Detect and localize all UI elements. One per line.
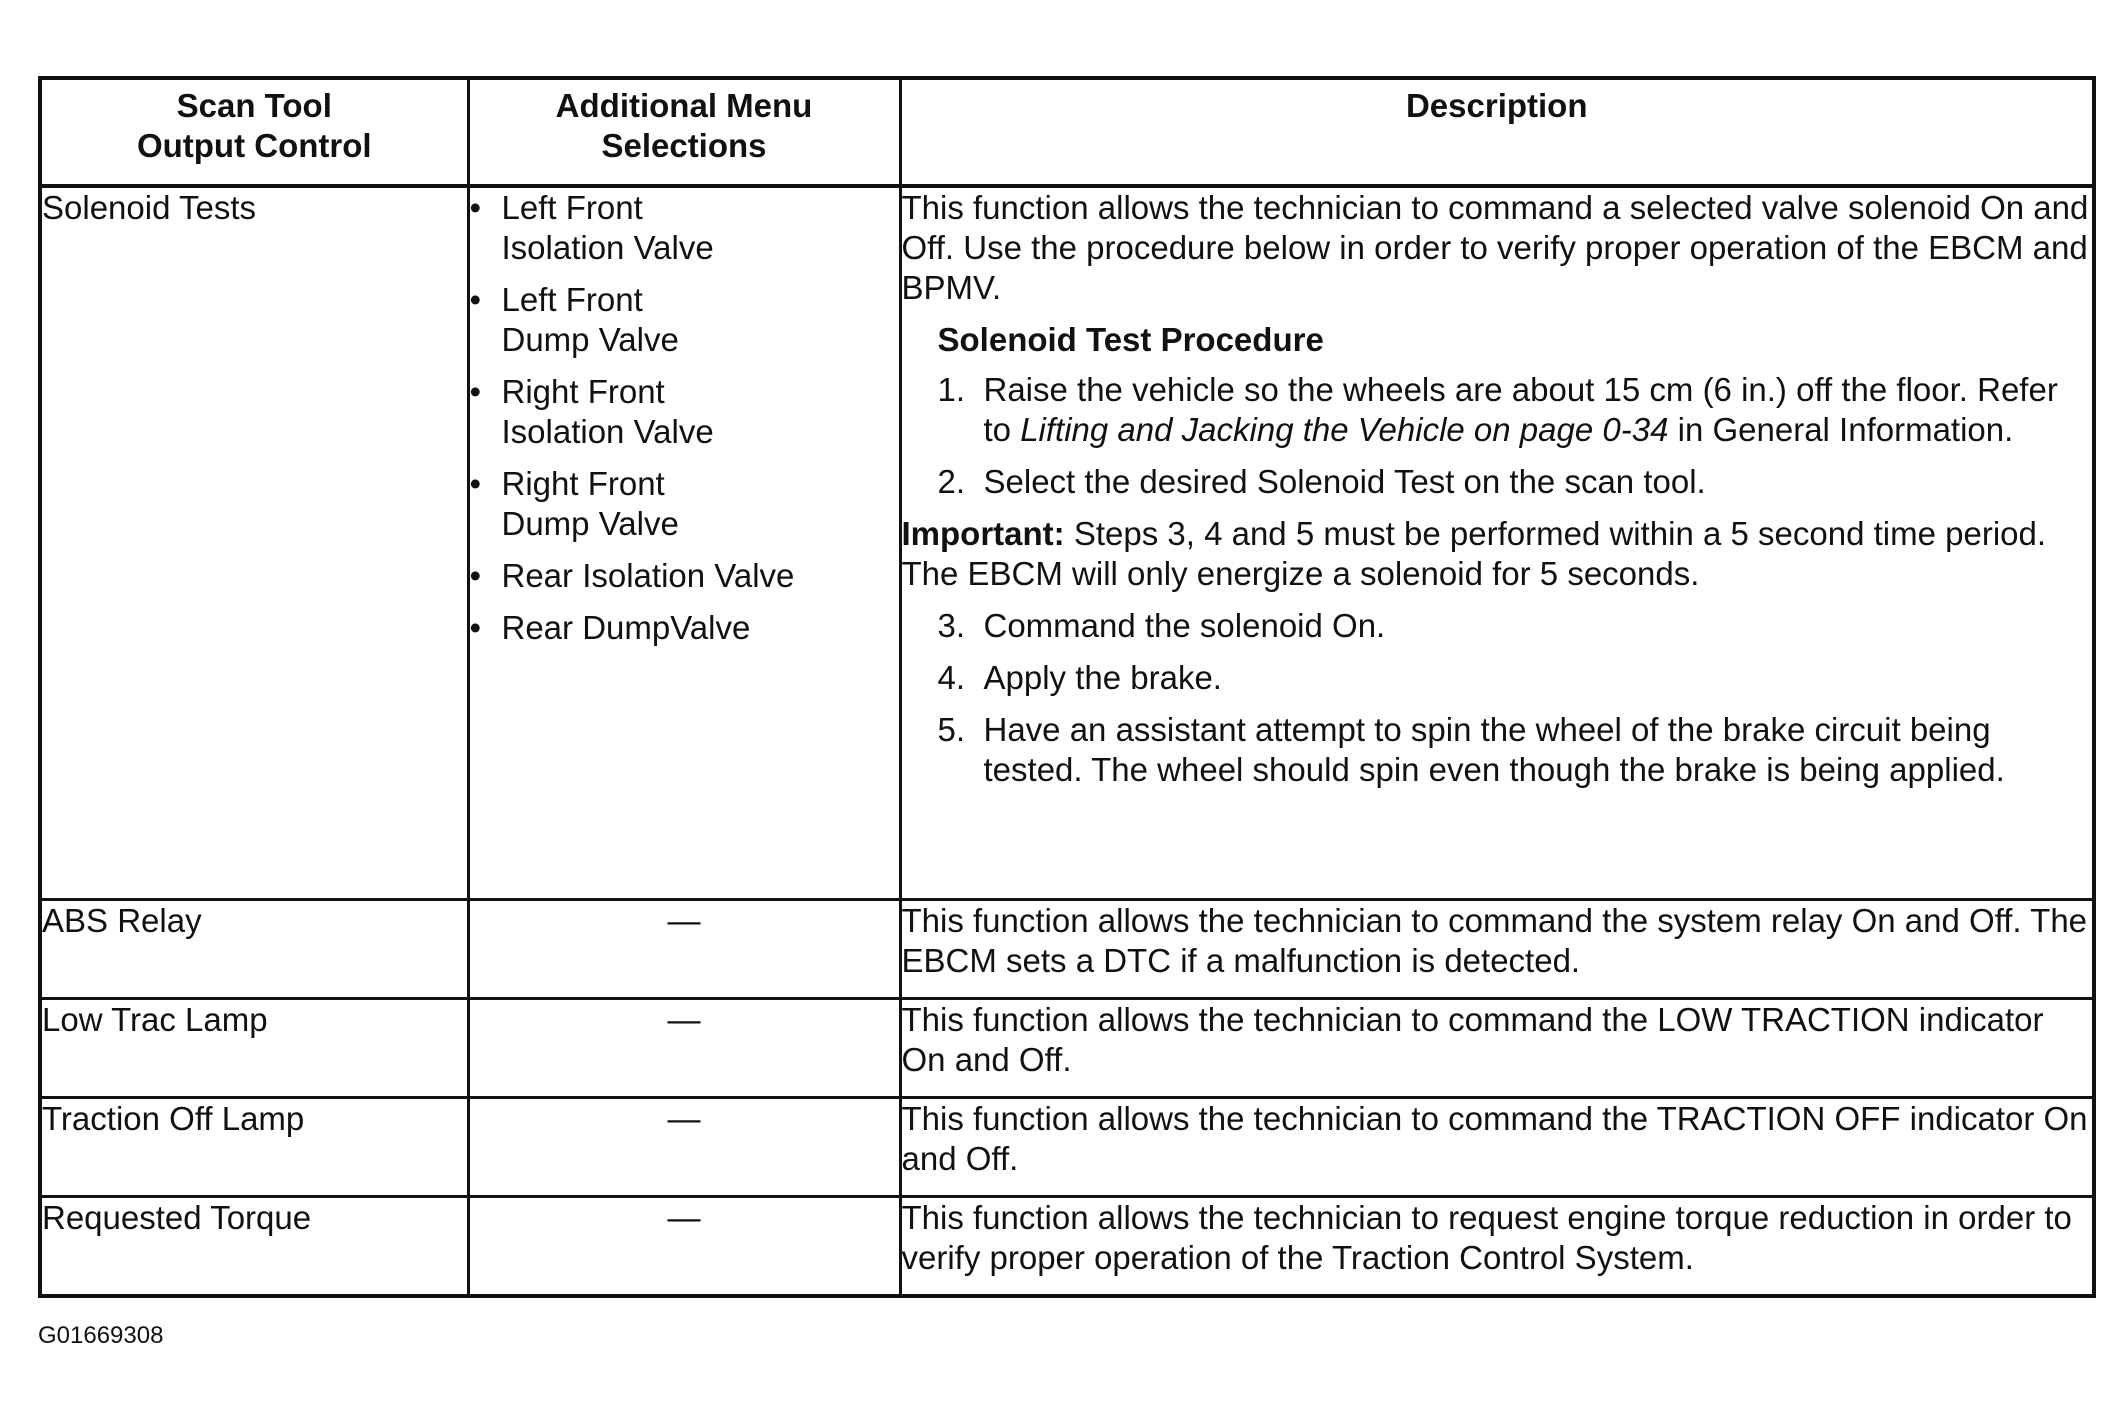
important-label: Important: bbox=[901, 515, 1065, 552]
control-cell bbox=[40, 186, 468, 900]
none-dash: — bbox=[667, 902, 701, 939]
important-note bbox=[902, 514, 2093, 594]
output-controls-table bbox=[38, 76, 2096, 1298]
menu-selections-list bbox=[470, 188, 899, 648]
step-number: 1. bbox=[937, 371, 966, 408]
menu-selections-cell bbox=[468, 999, 900, 1098]
description-cell bbox=[900, 186, 2094, 900]
important-text: Steps 3, 4 and 5 must be performed within a 5 second time period. The EBCM will only energize a solenoid for 5 seconds. bbox=[901, 515, 2047, 592]
control-name: ABS Relay bbox=[42, 902, 202, 939]
bullet-icon: • bbox=[469, 373, 482, 410]
table-row-traction-off-lamp bbox=[40, 1098, 2094, 1197]
header-menu-selections bbox=[468, 78, 900, 186]
header-output-control-line-1: Scan Tool bbox=[176, 87, 332, 124]
procedure-step bbox=[938, 606, 2093, 646]
step-text: Raise the vehicle so the wheels are about 15 cm (6 in.) off the floor. Refer to bbox=[983, 371, 2058, 448]
procedure-steps-a bbox=[902, 370, 2093, 502]
step-text: Select the desired Solenoid Test on the scan tool. bbox=[983, 463, 1706, 500]
procedure-step bbox=[938, 462, 2093, 502]
procedure-step bbox=[938, 710, 2093, 790]
menu-item-rear-isolation bbox=[470, 556, 899, 596]
control-cell bbox=[40, 999, 468, 1098]
description-text: This function allows the technician to command the LOW TRACTION indicator On and Off. bbox=[901, 1001, 2044, 1078]
control-cell bbox=[40, 900, 468, 999]
bullet-icon: • bbox=[469, 557, 482, 594]
menu-selections-cell bbox=[468, 1197, 900, 1297]
figure-id: G01669308 bbox=[38, 1322, 164, 1349]
menu-item-line: Rear Isolation Valve bbox=[501, 557, 795, 594]
menu-item-line: Isolation Valve bbox=[501, 229, 714, 266]
header-menu-selections-line-2: Selections bbox=[601, 127, 767, 164]
none-dash: — bbox=[667, 1100, 701, 1137]
step-number: 4. bbox=[937, 659, 966, 696]
menu-item-line: Right Front bbox=[501, 465, 665, 502]
procedure-title: Solenoid Test Procedure bbox=[937, 321, 1324, 358]
menu-selections-cell bbox=[468, 186, 900, 900]
description-intro: This function allows the technician to command a selected valve solenoid On and Off. Use the procedure below in order to verify proper operation of the EBCM and BPMV. bbox=[901, 189, 2089, 306]
control-name: Solenoid Tests bbox=[42, 189, 257, 226]
header-menu-selections-line-1: Additional Menu bbox=[555, 87, 813, 124]
procedure-step bbox=[938, 658, 2093, 698]
table-row-solenoid-tests bbox=[40, 186, 2094, 900]
procedure-steps-b bbox=[902, 606, 2093, 790]
step-number: 5. bbox=[937, 711, 966, 748]
menu-item-line: Dump Valve bbox=[501, 321, 679, 358]
bullet-icon: • bbox=[469, 189, 482, 226]
step-number: 3. bbox=[937, 607, 966, 644]
control-cell bbox=[40, 1197, 468, 1297]
menu-item-left-front-dump bbox=[470, 280, 899, 360]
menu-item-line: Left Front bbox=[501, 189, 643, 226]
menu-item-line: Dump Valve bbox=[501, 505, 679, 542]
menu-item-rear-dump bbox=[470, 608, 899, 648]
description-cell bbox=[900, 1098, 2094, 1197]
procedure-step bbox=[938, 370, 2093, 450]
description-cell bbox=[900, 1197, 2094, 1297]
header-output-control-line-2: Output Control bbox=[136, 127, 372, 164]
bullet-icon: • bbox=[469, 609, 482, 646]
description-cell bbox=[900, 999, 2094, 1098]
menu-item-line: Rear DumpValve bbox=[501, 609, 751, 646]
step-text-tail: in General Information. bbox=[1668, 411, 2014, 448]
control-name: Traction Off Lamp bbox=[42, 1100, 305, 1137]
step-reference: Lifting and Jacking the Vehicle on page 0-34 bbox=[1020, 411, 1669, 448]
header-output-control bbox=[40, 78, 468, 186]
menu-item-line: Left Front bbox=[501, 281, 643, 318]
scan-tool-output-controls-sheet bbox=[38, 76, 2092, 1298]
menu-selections-cell bbox=[468, 1098, 900, 1197]
step-text: Apply the brake. bbox=[983, 659, 1222, 696]
none-dash: — bbox=[667, 1001, 701, 1038]
step-text: Command the solenoid On. bbox=[983, 607, 1386, 644]
step-number: 2. bbox=[937, 463, 966, 500]
description-cell bbox=[900, 900, 2094, 999]
menu-item-line: Right Front bbox=[501, 373, 665, 410]
table-header-row bbox=[40, 78, 2094, 186]
none-dash: — bbox=[667, 1199, 701, 1236]
menu-item-line: Isolation Valve bbox=[501, 413, 714, 450]
bullet-icon: • bbox=[469, 281, 482, 318]
table-row-requested-torque bbox=[40, 1197, 2094, 1297]
menu-item-right-front-dump bbox=[470, 464, 899, 544]
step-text: Have an assistant attempt to spin the wheel of the brake circuit being tested. The wheel should spin even though the brake is being applied. bbox=[983, 711, 2005, 788]
menu-selections-cell bbox=[468, 900, 900, 999]
control-name: Requested Torque bbox=[42, 1199, 312, 1236]
control-name: Low Trac Lamp bbox=[42, 1001, 268, 1038]
description-text: This function allows the technician to request engine torque reduction in order to verify proper operation of the Traction Control System. bbox=[901, 1199, 2072, 1276]
table-row-abs-relay bbox=[40, 900, 2094, 999]
description-text: This function allows the technician to command the system relay On and Off. The EBCM sets a DTC if a malfunction is detected. bbox=[901, 902, 2088, 979]
bullet-icon: • bbox=[469, 465, 482, 502]
control-cell bbox=[40, 1098, 468, 1197]
header-description: Description bbox=[900, 78, 2094, 186]
table-row-low-trac-lamp bbox=[40, 999, 2094, 1098]
description-text: This function allows the technician to command the TRACTION OFF indicator On and Off. bbox=[901, 1100, 2088, 1177]
menu-item-right-front-isolation bbox=[470, 372, 899, 452]
menu-item-left-front-isolation bbox=[470, 188, 899, 268]
